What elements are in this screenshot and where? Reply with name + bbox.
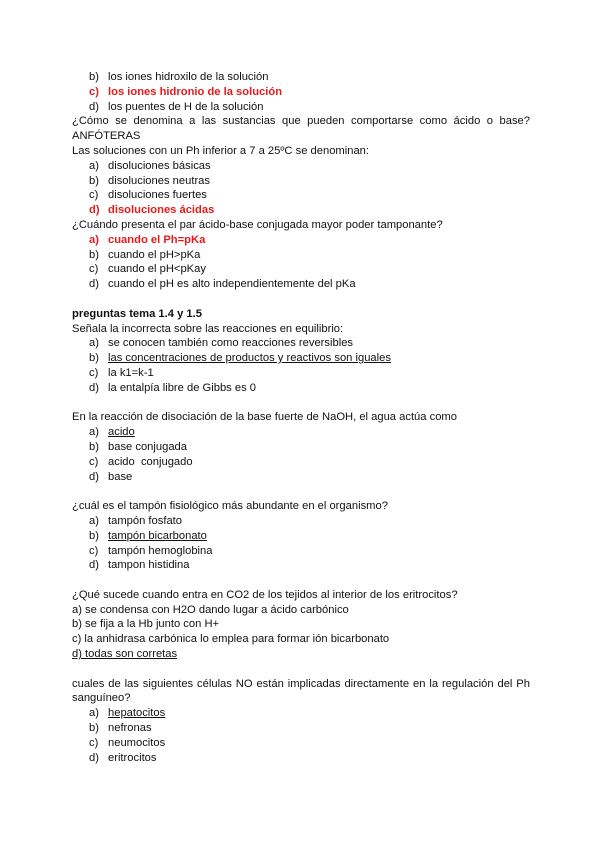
option-b: b) se fija a la Hb junto con H+ <box>72 618 220 631</box>
question-celulas: cuales de las siguientes células NO están implicadas directamente en la regulación del Ph <box>72 677 530 690</box>
question-co2: ¿Qué sucede cuando entra en CO2 de los tejidos al interior de los eritrocitos? <box>72 588 458 601</box>
option-a: a) se conocen también como reacciones reversibles <box>89 337 354 350</box>
option-b-correct: b) las concentraciones de productos y reactivos son iguales <box>89 352 391 365</box>
question-equilibrio: Señala la incorrecta sobre las reacciones en equilibrio: <box>72 322 344 335</box>
answer-anfoteras: ANFÓTERAS <box>72 130 141 143</box>
option-c: c) tampón hemoglobina <box>89 544 213 557</box>
option-a-correct: a) acido <box>89 426 135 439</box>
option-d: d) la entalpía libre de Gibbs es 0 <box>89 381 257 394</box>
option-c: c) disoluciones fuertes <box>89 189 207 202</box>
option-a: a) disoluciones básicas <box>89 159 211 172</box>
option-b: b) base conjugada <box>89 440 188 453</box>
option-a-correct: a) cuando el Ph=pKa <box>89 233 206 246</box>
question-tampon-fisiologico: ¿cuál es el tampón fisiológico más abundante en el organismo? <box>72 500 388 513</box>
option-b: b) los iones hidroxilo de la solución <box>89 71 269 83</box>
option-b: b) disoluciones neutras <box>89 174 210 187</box>
question-anfoteras: ¿Cómo se denomina a las sustancias que pueden comportarse como ácido o base? <box>72 115 530 128</box>
option-d: d) los puentes de H de la solución <box>89 100 264 113</box>
option-d: d) tampon histidina <box>89 559 190 572</box>
option-a: a) tampón fosfato <box>89 514 183 527</box>
option-c: c) la anhidrasa carbónica lo emplea para formar ión bicarbonato <box>72 633 390 646</box>
option-d-correct: d) todas son corretas <box>72 648 178 661</box>
option-c: c) neumocitos <box>89 736 166 749</box>
option-a-correct: a) hepatocitos <box>89 707 166 720</box>
option-b: b) nefronas <box>89 722 152 735</box>
option-a: a) se condensa con H2O dando lugar a ácido carbónico <box>72 603 349 616</box>
option-d: d) eritrocitos <box>89 751 157 764</box>
option-d-correct: d) disoluciones ácidas <box>89 204 215 217</box>
question-soluciones: Las soluciones con un Ph inferior a 7 a 25ºC se denominan: <box>72 144 370 157</box>
option-c: c) la k1=k-1 <box>89 366 154 379</box>
option-c: c) cuando el pH<pKay <box>89 263 206 276</box>
option-c: c) acido conjugado <box>89 455 193 468</box>
option-c-correct: c) los iones hidronio de la solución <box>89 85 283 98</box>
question-celulas-cont: sanguíneo? <box>72 692 131 705</box>
document-page <box>72 70 530 765</box>
question-naoh: En la reacción de disociación de la base fuerte de NaOH, el agua actúa como <box>72 411 457 424</box>
option-b-correct: b) tampón bicarbonato <box>89 529 207 542</box>
question-tampon-par: ¿Cuándo presenta el par ácido-base conjugada mayor poder tamponante? <box>72 218 443 231</box>
option-d: d) cuando el pH es alto independientemente del pKa <box>89 278 356 291</box>
option-b: b) cuando el pH>pKa <box>89 248 201 261</box>
section-title: preguntas tema 1.4 y 1.5 <box>72 307 202 320</box>
option-d: d) base <box>89 470 133 483</box>
